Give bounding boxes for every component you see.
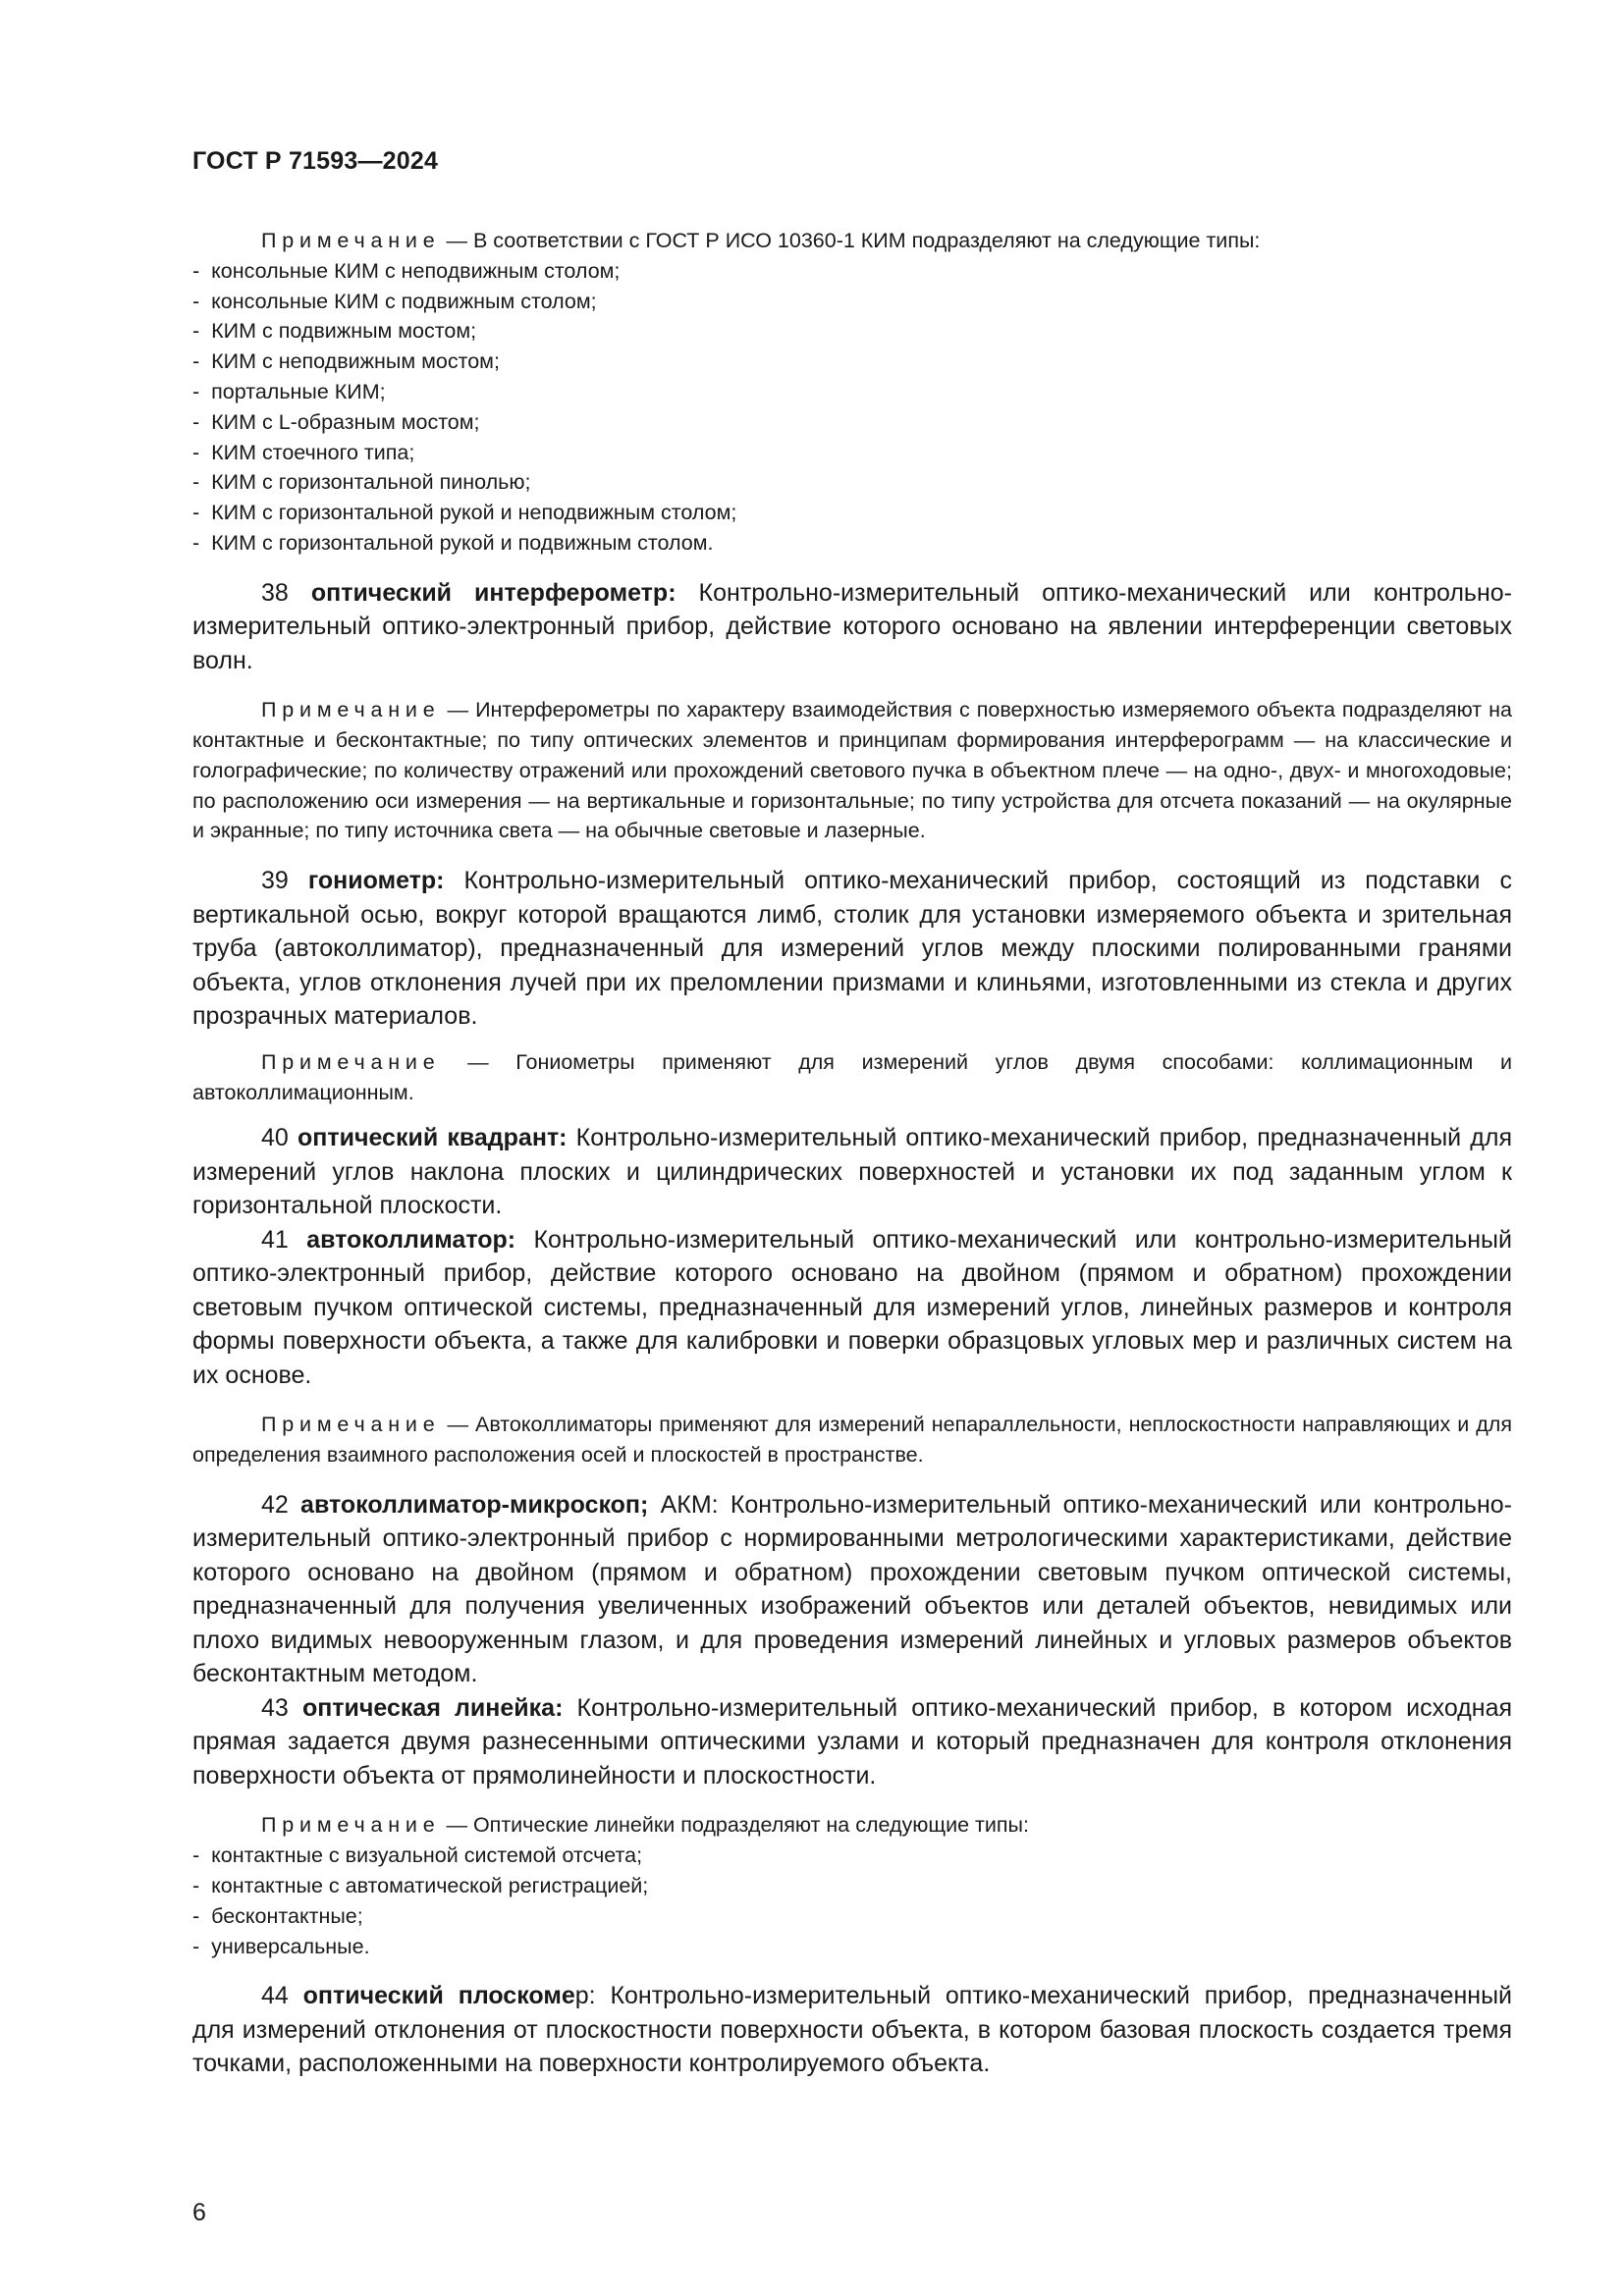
- note-text: Гониометры применяют для измерений углов двумя способами: коллимационным и автоколлимационным.: [192, 1049, 1512, 1104]
- list-item: - универсальные.: [192, 1934, 370, 1958]
- term-39: [192, 864, 1512, 1034]
- term-number: 41: [261, 1225, 289, 1254]
- list-item: - КИМ с горизонтальной рукой и подвижным столом.: [192, 530, 714, 555]
- term-definition: АКМ: Контрольно-измерительный оптико-механический или контрольно-измерительный оптико-электронный прибор с нормированными метрологическими характеристиками, действие которого основано на двойном (прямом и обратном) прохождении световым пучком оптической системы, предназначенный для получения увеличенных изображений объектов или деталей объектов, невидимых или плохо видимых невооруженным глазом, и для проведения измерений линейных и угловых размеров объектов бесконтактным методом.: [192, 1490, 1512, 1688]
- term-name: оптическая линейка:: [301, 1693, 564, 1722]
- note-label: Примечание: [261, 1813, 441, 1838]
- note-text: В соответствии с ГОСТ Р ИСО 10360-1 КИМ подразделяют на следующие типы:: [472, 229, 1261, 252]
- list-item: - бесконтактные;: [192, 1903, 363, 1928]
- term-38: [192, 576, 1512, 678]
- term-41: [192, 1223, 1512, 1393]
- note-text: Интерферометры по характеру взаимодействия с поверхностью измеряемого объекта подразделяют на контактные и бесконтактные; по типу оптических элементов и принципам формирования интерферограмм — на классические и голографические; по количеству отражений или прохождений светового пучка в объектном плече — на одно-, двух- и многоходовые; по расположению оси измерения — на вертикальные и горизонтальные; по типу устройства для отсчета показаний — на окулярные и экранные; по типу источника света — на обычные световые и лазерные.: [192, 698, 1512, 843]
- list-item: - КИМ с горизонтальной рукой и неподвижным столом;: [192, 501, 737, 525]
- term-name: автоколлиматор:: [306, 1225, 516, 1254]
- page-number: 6: [192, 2199, 206, 2226]
- list-item: - КИМ с неподвижным мостом;: [192, 349, 500, 374]
- list-item: - портальные КИМ;: [192, 379, 386, 403]
- list-item: - КИМ с подвижным мостом;: [192, 319, 477, 344]
- list-item: - консольные КИМ с неподвижным столом;: [192, 258, 621, 283]
- term-name: оптический плоскоме: [302, 1982, 575, 2010]
- term-number: 39: [261, 867, 289, 895]
- ruler-types-list: [192, 1841, 1512, 1961]
- term-40: [192, 1121, 1512, 1223]
- term-name: оптический квадрант:: [297, 1124, 568, 1152]
- note-39: Примечание — Гониометры применяют для измерений углов двумя способами: коллимационным и автоколлимационным.: [192, 1049, 1512, 1104]
- note-38: Примечание — Интерферометры по характеру взаимодействия с поверхностью измеряемого объекта подразделяют на контактные и бесконтактные; по типу оптических элементов и принципам формирования интерферограмм — на классические и голографические; по количеству отражений или прохождений светового пучка в объектном плече — на одно-, двух- и многоходовые; по расположению оси измерения — на вертикальные и горизонтальные; по типу устройства для отсчета показаний — на окулярные и экранные; по типу источника света — на обычные световые и лазерные.: [192, 698, 1512, 843]
- list-item: - КИМ стоечного типа;: [192, 440, 415, 464]
- term-definition: Контрольно-измерительный оптико-механический прибор, в котором исходная прямая задается двумя разнесенными оптическими узлами и который предназначен для контроля отклонения поверхности объекта от прямолинейности и плоскостности.: [192, 1693, 1513, 1789]
- term-number: 42: [261, 1490, 289, 1519]
- term-number: 44: [261, 1982, 289, 2010]
- note-label: Примечание: [261, 1413, 441, 1437]
- term-name-tail: р:: [574, 1982, 596, 2010]
- term-number: 38: [261, 578, 289, 607]
- note-text: Оптические линейки подразделяют на следующие типы:: [472, 1813, 1029, 1838]
- note-label: Примечание: [261, 229, 441, 252]
- kim-types-list: [192, 256, 1512, 559]
- term-definition: Контрольно-измерительный оптико-механический прибор, предназначенный для измерений углов наклона плоских и цилиндрических поверхностей и установки их под заданным углом к горизонтальной плоскости.: [192, 1124, 1513, 1220]
- term-43: [192, 1691, 1512, 1793]
- term-number: 43: [261, 1693, 289, 1722]
- note-text: Автоколлиматоры применяют для измерений непараллельности, неплоскостности направляющих и для определения взаимного расположения осей и плоскостей в пространстве.: [192, 1413, 1512, 1468]
- document-header: ГОСТ Р 71593—2024: [192, 147, 439, 175]
- note-41: Примечание — Автоколлиматоры применяют для измерений непараллельности, неплоскостности направляющих и для определения взаимного расположения осей и плоскостей в пространстве.: [192, 1413, 1512, 1468]
- term-name: оптический интерферометр:: [310, 578, 677, 607]
- term-name: гониометр:: [307, 867, 445, 895]
- note-43: Примечание — Оптические линейки подразделяют на следующие типы: - контактные с визуальной системой отсчета; - контактные с автоматической регистрацией; - бесконтактные; - универсальные.: [192, 1810, 1512, 1961]
- note-37: Примечание — В соответствии с ГОСТ Р ИСО 10360-1 КИМ подразделяют на следующие типы: - консольные КИМ с неподвижным столом; - консольные КИМ с подвижным столом; - КИМ с подвижным мостом; - КИМ с неподвижным мостом; - портальные КИМ; - КИМ с L-образным мостом; - КИМ стоечного типа; - КИМ с горизонтальной пинолью; - КИМ с горизонтальной рукой и неподвижным столом; - КИМ с горизонтальной рукой и подвижным столом.: [192, 226, 1512, 559]
- term-number: 40: [261, 1124, 289, 1152]
- term-definition: Контрольно-измерительный оптико-механический или контрольно-измерительный оптико-электронный прибор, действие которого основано на двойном (прямом и обратном) прохождении световым пучком оптической системы, предназначенный для измерений углов, линейных размеров и контроля формы поверхности объекта, а также для калибровки и поверки образцовых угловых мер и различных систем на их основе.: [192, 1225, 1512, 1389]
- term-definition: Контрольно-измерительный оптико-механический прибор, предназначенный для измерений отклонения от плоскостности поверхности объекта, в котором базовая плоскость создается тремя точками, расположенными на поверхности контролируемого объекта.: [192, 1982, 1512, 2078]
- term-definition: Контрольно-измерительный оптико-механический прибор, состоящий из подставки с вертикальной осью, вокруг которой вращаются лимб, столик для установки измеряемого объекта и зрительная труба (автоколлиматор), предназначенный для измерений углов между плоскими полированными гранями объекта, углов отклонения лучей при их преломлении призмами и клиньями, изготовленными из стекла и других прозрачных материалов.: [192, 867, 1512, 1031]
- term-42: [192, 1488, 1512, 1691]
- term-definition: Контрольно-измерительный оптико-механический или контрольно-измерительный оптико-электронный прибор, действие которого основано на явлении интерференции световых волн.: [192, 578, 1512, 674]
- note-label: Примечание: [261, 698, 441, 722]
- note-label: Примечание: [261, 1049, 441, 1074]
- list-item: - консольные КИМ с подвижным столом;: [192, 289, 597, 313]
- list-item: - контактные с автоматической регистрацией;: [192, 1874, 649, 1898]
- list-item: - КИМ с горизонтальной пинолью;: [192, 470, 531, 495]
- list-item: - контактные с визуальной системой отсчета;: [192, 1843, 643, 1868]
- page-content: [192, 226, 1512, 2081]
- term-44: [192, 1979, 1512, 2081]
- term-name: автоколлиматор-микроскоп;: [300, 1490, 649, 1519]
- list-item: - КИМ с L-образным мостом;: [192, 409, 480, 434]
